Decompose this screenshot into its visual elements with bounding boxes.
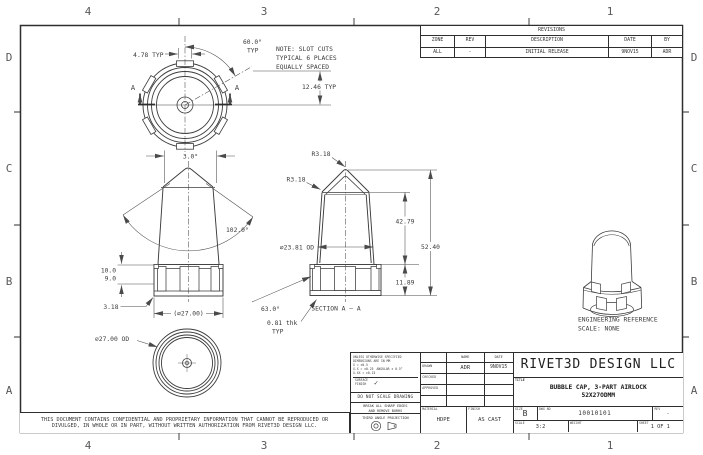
zone-right-c: C — [690, 162, 698, 175]
zone-top-4: 4 — [84, 5, 92, 18]
revision-by: ADR — [662, 49, 672, 55]
finish-cell — [467, 407, 513, 433]
dwg-no-value: 10010101 — [578, 410, 612, 418]
section-view-dimensions — [252, 158, 444, 322]
drawn-row — [421, 363, 513, 374]
empty-row-name — [447, 396, 485, 407]
zone-top-1: 1 — [606, 5, 614, 18]
sheet-value: 1 OF 1 — [650, 423, 670, 430]
bottom-view-crosshair — [178, 354, 196, 372]
section-label-right: A — [234, 84, 240, 92]
projection-cell — [351, 414, 420, 433]
empty-row-label — [421, 396, 447, 407]
title-block-approvals-column — [421, 353, 514, 433]
slot-note-line1: NOTE: SLOT CUTS — [276, 46, 333, 53]
rev-cell — [653, 407, 683, 420]
dim-chamfer-angle: 63.0° — [261, 306, 280, 313]
weight-label: WEIGHT — [570, 421, 582, 426]
size-dwg-rev-row — [514, 407, 683, 421]
break-edges-note — [351, 403, 420, 414]
confidential-note — [20, 412, 350, 433]
do-not-scale-note: DO NOT SCALE DRAWING — [351, 393, 420, 403]
revisions-header-description: DESCRIPTION — [486, 36, 609, 47]
dim-slot-angle-typ: TYP — [247, 47, 259, 55]
material-value: HDPE — [436, 417, 450, 424]
zone-left-b: B — [5, 275, 13, 288]
checked-date — [485, 374, 513, 384]
checked-label: CHECKED — [421, 374, 447, 384]
scale-cell — [514, 421, 569, 432]
revisions-header-rev: REV — [455, 36, 486, 47]
bottom-view-dimensions — [137, 341, 158, 348]
slot-note-line3: EQUALLY SPACED — [276, 64, 330, 71]
tolerance-x: X = ±0.5 — [353, 362, 368, 367]
approved-date — [485, 385, 513, 395]
revisions-title: REVISIONS — [421, 26, 682, 36]
zone-right-d: D — [690, 51, 698, 64]
dim-slot-depth: 12.46 TYP — [301, 84, 337, 91]
size-value: B — [522, 409, 528, 419]
tolerance-xx: X.X = ±0.25 — [353, 366, 374, 371]
bottom-view — [153, 329, 221, 397]
zone-bottom-2: 2 — [433, 439, 441, 452]
revision-description: INITIAL RELEASE — [486, 48, 609, 59]
break-edges-line2: AND REMOVE BURRS — [368, 408, 403, 413]
date-header: DATE — [494, 355, 503, 360]
finish-label: FINISH — [468, 407, 480, 412]
section-label-left: A — [130, 84, 136, 92]
drawn-name: ADR — [447, 363, 485, 373]
section-view — [310, 161, 381, 302]
dim-wall-typ: TYP — [272, 328, 284, 336]
break-edges-line1: BREAK ALL SHARP EDGES — [363, 404, 408, 408]
tolerance-xxx: X.XX = ±0.15 — [353, 370, 376, 375]
revisions-header-zone: ZONE — [421, 36, 455, 47]
dim-wall-thickness: 0.81 thk — [267, 320, 298, 327]
dim-lip-height: 3.18 — [103, 304, 119, 311]
size-label: SIZE — [515, 407, 523, 412]
approved-label: APPROVED — [421, 385, 447, 395]
dim-bottom-od: ∅27.00 OD — [95, 336, 130, 343]
dim-total-height: 52.40 — [421, 244, 440, 251]
dwg-no-cell — [538, 407, 653, 420]
revision-zone: ALL — [421, 48, 455, 59]
tolerance-line2: DIMENSIONS ARE IN MM — [353, 358, 391, 363]
approved-name — [447, 385, 485, 395]
revisions-data-row — [421, 48, 682, 59]
confidential-line2: DIVULGED, IN WHOLE OR IN PART, WITHOUT WRITTEN AUTHORIZATION FROM RIVET3D DESIGN LLC. — [51, 423, 318, 429]
material-finish-row — [421, 407, 513, 433]
scale-value: 3:2 — [535, 423, 546, 430]
material-label: MATERIAL — [422, 407, 438, 412]
drawing-title-line2: 52X27ODMM — [581, 392, 616, 400]
revisions-header-date: DATE — [609, 36, 652, 47]
finish-value: AS CAST — [478, 417, 502, 424]
zone-bottom-4: 4 — [84, 439, 92, 452]
dwg-no-label: DWG NO — [539, 407, 551, 412]
revision-date: 9NOV15 — [609, 48, 652, 59]
zone-left-c: C — [5, 162, 13, 175]
revisions-header-row — [421, 36, 682, 48]
section-view-label: SECTION A – A — [311, 305, 361, 313]
slot-note-line2: TYPICAL 6 PLACES — [276, 55, 337, 62]
scale-label: SCALE — [515, 421, 525, 426]
approvals-header-spacer — [421, 353, 447, 362]
drawing-title-line1: BUBBLE CAP, 3-PART AIRLOCK — [549, 383, 647, 391]
zone-right-b: B — [690, 275, 698, 288]
empty-approval-row — [421, 396, 513, 408]
name-header: NAME — [447, 353, 485, 362]
zone-bottom-1: 1 — [606, 439, 614, 452]
confidential-line1: THIS DOCUMENT CONTAINS CONFIDENTIAL AND PROPRIETARY INFORMATION THAT CANNOT BE REPRODUCED OR — [40, 416, 329, 423]
dim-skirt-inner-height: 9.0 — [104, 275, 116, 283]
tolerance-angular: ANGULAR ± 0.5° — [376, 366, 403, 371]
title-label: TITLE — [515, 377, 525, 382]
drawn-date: 9NOV15 — [489, 365, 508, 371]
dim-section-od: ∅23.81 OD — [279, 244, 314, 252]
approved-row — [421, 385, 513, 396]
drawn-label: DRAWN — [421, 363, 447, 373]
title-block-bottom-rows — [514, 407, 683, 433]
dim-body-height: 42.79 — [395, 218, 415, 226]
checked-row — [421, 374, 513, 385]
revisions-header-by: BY — [664, 38, 670, 43]
zone-right-a: A — [690, 384, 698, 397]
dim-slot-width: 4.78 TYP — [133, 52, 164, 59]
dim-radius-tip: R3.18 — [311, 151, 331, 158]
size-cell — [514, 407, 538, 420]
revision-rev: - — [455, 48, 486, 59]
dim-skirt-outer-height: 10.0 — [100, 267, 116, 275]
rev-label: REV — [654, 407, 661, 412]
isometric-view — [583, 231, 642, 317]
zone-bottom-3: 3 — [260, 439, 268, 452]
title-block-main-column — [514, 353, 683, 433]
surface-finish-icon: ✓ — [374, 378, 379, 387]
zone-top-2: 2 — [433, 5, 441, 18]
iso-label-line1: ENGINEERING REFERENCE — [578, 316, 658, 324]
title-block-notes-column — [351, 353, 421, 433]
dim-slot-angle: 60.0° — [243, 39, 262, 46]
material-cell — [421, 407, 467, 433]
company-name: RIVET3D DESIGN LLC — [514, 353, 683, 378]
revisions-table — [420, 25, 683, 58]
drawing-title-cell — [514, 378, 683, 408]
dim-od-reference: (∅27.00) — [173, 310, 204, 318]
weight-cell — [569, 421, 638, 432]
dim-radius-shoulder: R3.18 — [286, 176, 306, 184]
front-view-dimensions — [118, 151, 254, 319]
projection-label: THIRD ANGLE PROJECTION — [362, 415, 409, 420]
surface-finish-label-line1: SURFACE — [355, 377, 369, 382]
rev-value: - — [666, 410, 670, 417]
sheet-label: SHEET — [639, 421, 649, 426]
zone-left-d: D — [5, 51, 13, 64]
checked-name — [447, 374, 485, 384]
scale-weight-sheet-row — [514, 421, 683, 432]
empty-row-date — [485, 396, 513, 407]
tolerance-block — [351, 353, 420, 393]
third-angle-projection-icon — [368, 420, 402, 432]
dim-taper-angle: 3.0° — [182, 153, 199, 161]
surface-finish-label-line2: FINISH — [355, 381, 367, 386]
sheet-cell — [638, 421, 683, 432]
zone-left-a: A — [5, 384, 13, 397]
tolerance-line1: UNLESS OTHERWISE SPECIFIED — [353, 354, 402, 359]
dim-cone-angle: 102.0° — [226, 227, 249, 234]
surface-finish-row — [353, 377, 418, 388]
dim-skirt-height: 11.89 — [395, 279, 415, 287]
approvals-header-row — [421, 353, 513, 363]
zone-top-3: 3 — [260, 5, 268, 18]
title-block — [350, 352, 683, 433]
iso-label-line2: SCALE: NONE — [578, 325, 620, 333]
